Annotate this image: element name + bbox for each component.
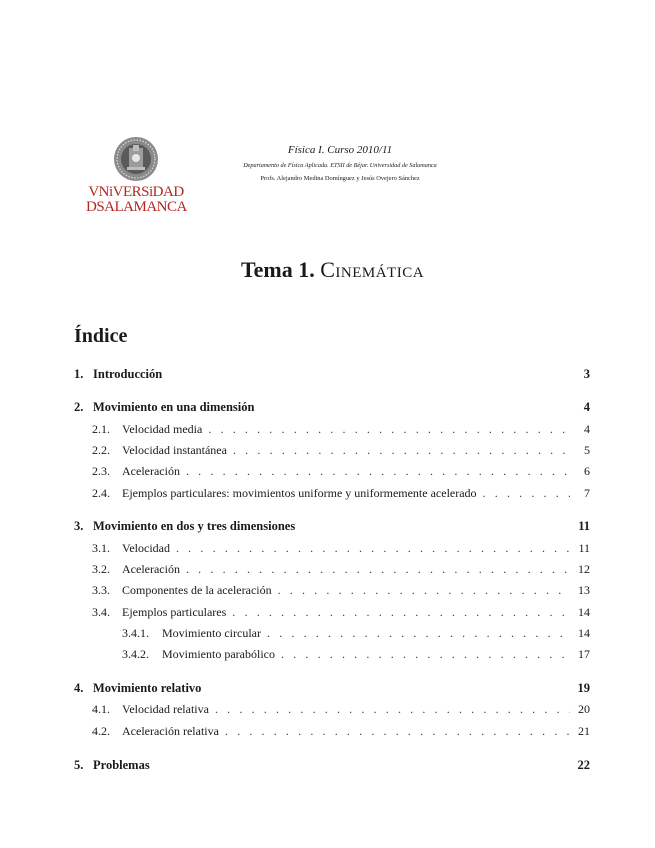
toc-entry-3-4[interactable] xyxy=(74,604,590,620)
logo-text-line-1: VNiVERSiDAD xyxy=(88,184,184,200)
toc-dot-leader xyxy=(208,421,570,437)
toc-entry-number: 2.4. xyxy=(92,486,110,500)
toc-entry-label: Ejemplos particulares: movimientos uniforme y uniformemente acelerado xyxy=(122,486,477,500)
toc-entry-number: 5. xyxy=(74,758,84,772)
toc-entry-number: 4.2. xyxy=(92,724,110,738)
toc-entry-label: Movimiento parabólico xyxy=(162,647,275,661)
toc-entry-label: Aceleración relativa xyxy=(122,724,219,738)
toc-entry-label: Componentes de la aceleración xyxy=(122,583,272,597)
toc-entry-page: 19 xyxy=(577,681,590,695)
title-prefix: Tema 1. xyxy=(240,257,315,282)
toc-entry-page: 4 xyxy=(583,400,590,414)
toc-entry-label: Velocidad instantánea xyxy=(122,443,227,457)
toc-entry-page: 12 xyxy=(578,562,590,576)
toc-entry-number: 1. xyxy=(74,367,84,381)
toc-entry-label: Velocidad xyxy=(122,541,170,555)
toc-dot-leader xyxy=(232,604,570,620)
toc-dot-leader xyxy=(233,442,570,458)
toc-entry-4[interactable] xyxy=(74,680,590,696)
toc-entry-label: Velocidad media xyxy=(122,422,203,436)
toc-entry-page: 22 xyxy=(577,758,590,772)
university-logo xyxy=(86,136,186,215)
toc-entry-number: 2.1. xyxy=(92,422,110,436)
title-topic: Cinemática xyxy=(320,257,425,282)
index-heading: Índice xyxy=(74,325,128,347)
toc-entry-page: 21 xyxy=(578,724,590,738)
toc-entry-label: Velocidad relativa xyxy=(122,702,209,716)
toc-dot-leader xyxy=(278,582,570,598)
toc-dot-leader xyxy=(186,561,570,577)
toc-entry-number: 3.2. xyxy=(92,562,110,576)
toc-entry-label: Ejemplos particulares xyxy=(122,605,227,619)
toc-entry-label: Aceleración xyxy=(122,464,180,478)
toc-entry-2-2[interactable] xyxy=(74,442,590,458)
university-seal-icon xyxy=(113,136,159,182)
logo-text-line-2: DSALAMANCA xyxy=(86,199,187,215)
toc-dot-leader xyxy=(186,463,570,479)
toc-entry-number: 3.4.1. xyxy=(122,626,149,640)
toc-entry-3-1[interactable] xyxy=(74,540,590,556)
toc-entry-4-1[interactable] xyxy=(74,701,590,717)
toc-entry-page: 4 xyxy=(584,422,590,436)
toc-entry-page: 14 xyxy=(578,605,590,619)
toc-dot-leader xyxy=(281,646,570,662)
toc-entry-2-1[interactable] xyxy=(74,421,590,437)
toc-entry-number: 3.4.2. xyxy=(122,647,149,661)
toc-entry-page: 11 xyxy=(578,541,590,555)
toc-entry-label: Aceleración xyxy=(122,562,180,576)
toc-entry-label: Movimiento en una dimensión xyxy=(93,400,255,414)
toc-entry-number: 3.3. xyxy=(92,583,110,597)
professors-line: Profs. Alejandro Medina Domínguez y Jesús Ovejero Sánchez xyxy=(260,175,420,182)
toc-entry-number: 2.2. xyxy=(92,443,110,457)
toc-entry-number: 2.3. xyxy=(92,464,110,478)
toc-entry-2-4[interactable] xyxy=(74,485,590,501)
toc-entry-number: 3.1. xyxy=(92,541,110,555)
toc-entry-3-3[interactable] xyxy=(74,582,590,598)
toc-dot-leader xyxy=(215,701,570,717)
document-title xyxy=(0,256,655,284)
toc-entry-number: 2. xyxy=(74,400,84,414)
toc-entry-number: 3.4. xyxy=(92,605,110,619)
toc-entry-2-3[interactable] xyxy=(74,463,590,479)
toc-entry-page: 11 xyxy=(578,519,590,533)
toc-entry-2[interactable] xyxy=(74,399,590,415)
toc-entry-label: Movimiento relativo xyxy=(93,681,202,695)
toc-entry-3[interactable] xyxy=(74,518,590,534)
toc-entry-label: Movimiento circular xyxy=(162,626,261,640)
toc-dot-leader xyxy=(225,723,570,739)
toc-entry-1[interactable] xyxy=(74,366,590,382)
toc-entry-5[interactable] xyxy=(74,757,590,773)
toc-entry-page: 20 xyxy=(578,702,590,716)
toc-entry-label: Movimiento en dos y tres dimensiones xyxy=(93,519,296,533)
toc-entry-page: 5 xyxy=(584,443,590,457)
toc-entry-page: 6 xyxy=(584,464,590,478)
toc-entry-label: Introducción xyxy=(93,367,163,381)
department-line: Departamento de Física Aplicada. ETSII de Béjar. Universidad de Salamanca xyxy=(243,162,437,169)
toc-entry-page: 14 xyxy=(578,626,590,640)
toc-entry-page: 13 xyxy=(578,583,590,597)
toc-entry-page: 17 xyxy=(578,647,590,661)
toc-entry-3-4-1[interactable] xyxy=(74,625,590,641)
toc-entry-number: 4. xyxy=(74,681,84,695)
document-header xyxy=(190,143,490,184)
toc-entry-4-2[interactable] xyxy=(74,723,590,739)
course-name: Física I. Curso 2010/11 xyxy=(287,144,393,156)
toc-entry-number: 3. xyxy=(74,519,84,533)
toc-entry-number: 4.1. xyxy=(92,702,110,716)
toc-dot-leader xyxy=(267,625,570,641)
toc-entry-page: 7 xyxy=(584,486,590,500)
toc-entry-label: Problemas xyxy=(93,758,150,772)
toc-dot-leader xyxy=(176,540,570,556)
toc-dot-leader xyxy=(483,485,570,501)
toc-entry-3-4-2[interactable] xyxy=(74,646,590,662)
toc-entry-page: 3 xyxy=(583,367,590,381)
toc-entry-3-2[interactable] xyxy=(74,561,590,577)
